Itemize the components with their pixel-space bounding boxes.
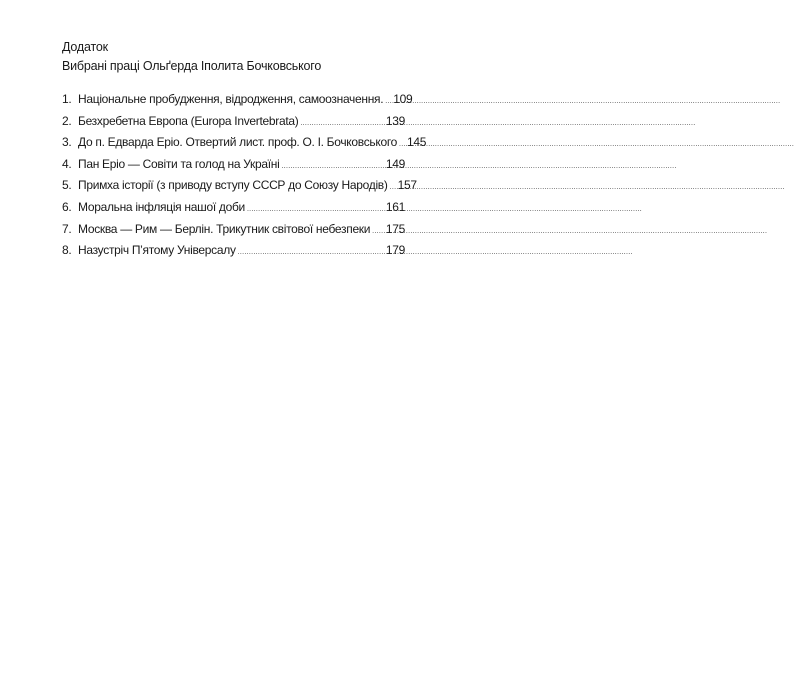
toc-entry <box>62 198 405 220</box>
toc-entry-number: 5. <box>62 178 72 193</box>
toc-entry <box>62 112 405 134</box>
toc-entry <box>62 90 413 112</box>
toc-entry <box>62 133 427 155</box>
toc-entry-title: Москва — Рим — Берлін. Трикутник світової небезпеки <box>78 221 371 236</box>
toc-dot-leader <box>399 135 405 155</box>
toc-dot-leader <box>372 222 384 242</box>
toc-dot-leader <box>300 114 383 134</box>
toc-dot-leader <box>390 178 396 198</box>
toc-entry-number: 7. <box>62 221 72 236</box>
toc-entry <box>62 176 417 198</box>
toc-entry-page: 139 <box>385 113 405 128</box>
toc-entry-title: Примха історії (з приводу вступу СССР до Союзу Народів) <box>78 178 388 193</box>
toc-entry-page: 175 <box>385 221 405 236</box>
document-page <box>62 38 427 263</box>
toc-entry-title: Пан Еріо — Совіти та голод на Україні <box>78 156 280 171</box>
toc-entry-title: Національне пробудження, відродження, самоозначення. <box>78 92 384 106</box>
toc-dot-leader <box>238 243 384 263</box>
toc-entry <box>62 155 405 177</box>
toc-entry-page: 157 <box>397 178 417 193</box>
toc-entry-number: 3. <box>62 135 72 150</box>
toc-entry-title: Назустріч П’ятому Універсалу <box>78 243 236 258</box>
toc-entry-page: 145 <box>407 135 427 150</box>
toc-entry-title: Безхребетна Европа (Europa Invertebrata) <box>78 113 299 128</box>
toc-entry-title: До п. Едварда Еріо. Отвертий лист. проф. О. І. Бочковського <box>78 135 398 150</box>
toc-entry-page: 179 <box>385 243 405 258</box>
toc-dot-leader <box>281 157 383 177</box>
toc-entry-number: 2. <box>62 113 72 128</box>
toc-entry <box>62 220 405 242</box>
toc-entry <box>62 241 405 263</box>
toc-entry-page: 109 <box>393 92 413 106</box>
section-subheading: Вибрані праці Ольґерда Іполита Бочковського <box>62 59 322 73</box>
toc-entry-number: 4. <box>62 156 72 171</box>
toc-dot-leader <box>385 92 391 112</box>
toc-entry-page: 161 <box>385 199 405 214</box>
toc-entry-number: 6. <box>62 199 72 214</box>
toc-entry-title: Моральна інфляція нашої доби <box>78 199 245 214</box>
toc-entry-number: 8. <box>62 243 72 258</box>
table-of-contents <box>62 90 427 263</box>
section-heading: Додаток <box>62 40 108 54</box>
toc-dot-leader <box>247 200 384 220</box>
toc-entry-number: 1. <box>62 92 72 106</box>
toc-entry-page: 149 <box>385 156 405 171</box>
